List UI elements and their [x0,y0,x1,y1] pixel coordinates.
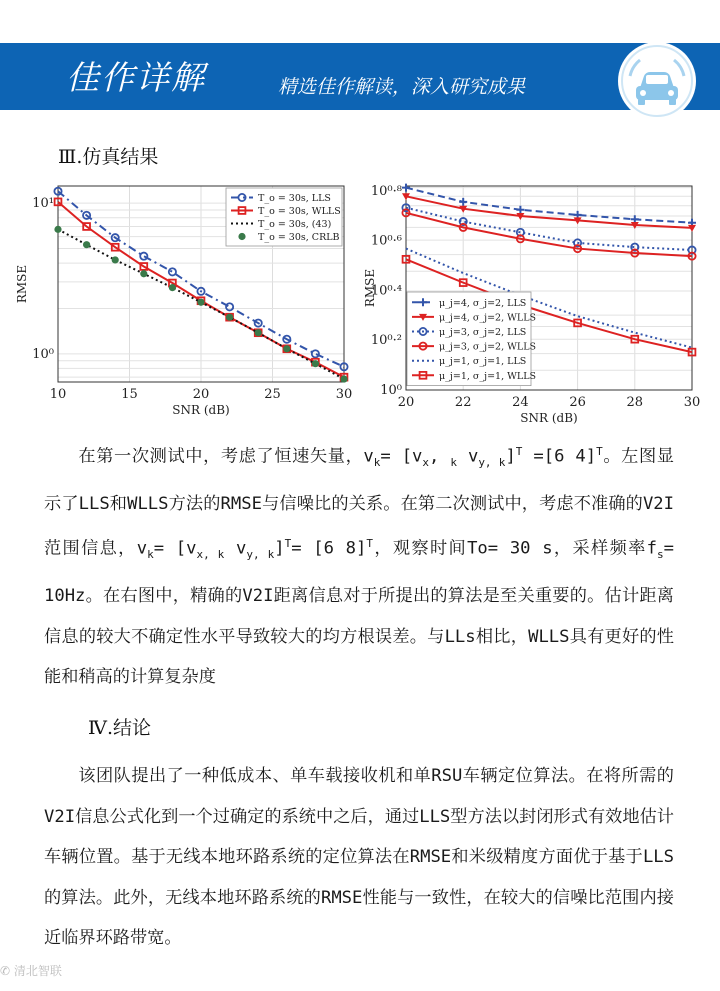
x-tick-label: 30 [335,387,353,402]
x-tick-label: 15 [121,387,138,402]
x-axis-label: SNR (dB) [172,403,230,417]
data-point [340,375,347,382]
data-point [402,184,410,192]
car-logo [618,42,696,120]
x-tick-label: 20 [192,387,210,402]
data-point [112,256,119,263]
legend-label: μ_j=3, σ_j=2, WLLS [439,341,537,353]
data-point [140,270,147,277]
chart-rmse-uncertainty [356,176,720,434]
legend-label: T_o = 30s, (43) [258,219,332,230]
y-tick-label: 10⁰·⁸ [370,183,402,199]
data-point [169,268,176,275]
x-tick-label: 24 [512,395,529,410]
data-point [312,360,319,367]
legend-label: T_o = 30s, WLLS [258,206,341,217]
x-tick-label: 30 [683,395,701,410]
data-point [83,241,90,248]
car-icon [618,42,696,120]
data-point [54,226,61,233]
paragraph-results: 在第一次测试中，考虑了恒速矢量，$v_k= [v_x$, $_k$ $v_{y, k}]^T =[6$ 4]$^T$。左图显示了LLS和WLLS方法的RMSE与信噪比的关系。在第二次测试中，考虑不准确的V2I范围信息，$v_k= [v_{x, k}$ $v_{y, k}]^T= [6$ 8]$^T$，观察时间To= 30 s，采样频率$f_s= 10Hz$。在右图中，精确的V2I距离信息对于所提出的算法是至关重要的。估计距离信息的较大不确定性水平导致较大的均方根误差。与LLs相比，WLLS具有更好的性能和稍高的计算复杂度 [44,445,674,688]
data-point [197,299,204,306]
data-point [226,303,233,310]
watermark: ✆ 清北智联 [0,964,62,978]
data-point [140,253,147,260]
y-axis-label: RMSE [363,268,377,308]
legend-marker [238,233,245,240]
x-tick-label: 28 [626,395,644,410]
paragraph-conclusion [44,756,674,959]
x-tick-label: 10 [49,387,67,402]
data-point [255,329,262,336]
data-point [516,206,524,214]
legend-label: μ_j=3, σ_j=2, LLS [439,327,527,338]
data-point [459,198,467,206]
legend-label: μ_j=1, σ_j=1, LLS [439,356,527,368]
section-title-simulation: Ⅲ.仿真结果 [58,146,159,168]
legend-label: μ_j=4, σ_j=2, WLLS [439,312,537,324]
x-tick-label: 25 [264,387,281,402]
legend-label: μ_j=4, σ_j=2, LLS [439,297,527,309]
y-axis-label: RMSE [15,264,29,304]
y-tick-label: 10⁰·⁴ [370,283,402,299]
header-subtitle: 精选佳作解读，深入研究成果 [278,76,526,98]
data-point [169,284,176,291]
chart-rmse-vs-snr [0,176,360,434]
header-title: 佳作详解 [66,58,206,97]
x-tick-label: 22 [454,395,472,410]
x-axis-label: SNR (dB) [520,411,578,425]
y-tick-label: 10⁰ [32,346,54,362]
section-title-conclusion: Ⅳ.结论 [88,717,152,739]
x-tick-label: 26 [569,395,586,410]
y-tick-label: 10⁰ [380,383,402,398]
data-point [226,314,233,321]
y-tick-label: 10⁰·⁶ [370,233,402,249]
legend-label: T_o = 30s, CRLB [258,232,340,243]
legend-label: T_o = 30s, LLS [258,193,331,204]
data-point [283,345,290,352]
y-tick-label: 10⁰·² [370,333,402,349]
y-tick-label: 10¹ [32,196,54,212]
legend-label: μ_j=1, σ_j=1, WLLS [439,370,537,382]
x-tick-label: 20 [397,395,415,410]
conclusion-text: 该团队提出了一种低成本、单车载接收机和单RSU车辆定位算法。在将所需的V2I信息公式化到一个过确定的系统中之后，通过LLS型方法以封闭形式有效地估计车辆位置。基于无线本地环路系统的定位算法在RMSE和米级精度方面优于基于LLS的算法。此外，无线本地环路系统的RMSE性能与一致性，在较大的信噪比范围内接近临界环路带宽。 [44,766,674,949]
